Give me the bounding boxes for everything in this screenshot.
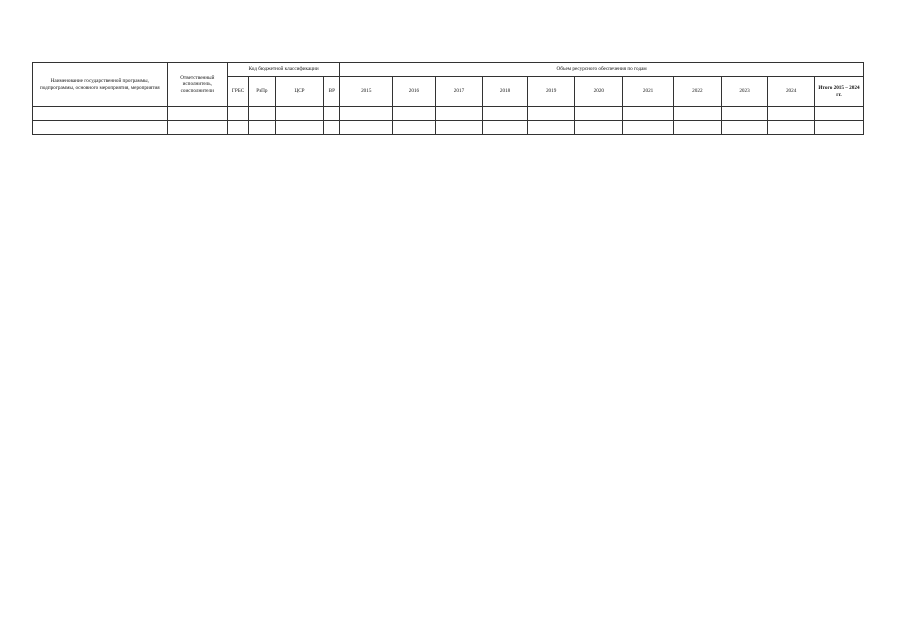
budget-code-group-header: Код бюджетной классификации (227, 63, 339, 77)
empty-cell (167, 121, 227, 135)
spacer-row (33, 107, 864, 121)
resource-table-page (32, 62, 864, 135)
empty-cell (340, 121, 393, 135)
year-header: 2017 (435, 77, 483, 107)
csr-header: ЦСР (275, 77, 324, 107)
total-header: Итого 2015 – 2024 гг. (814, 77, 863, 107)
empty-cell (768, 107, 815, 121)
empty-cell (249, 107, 275, 121)
empty-cell (227, 107, 248, 121)
grbs-header: ГРБС (227, 77, 248, 107)
empty-cell (393, 121, 435, 135)
empty-cell (527, 121, 575, 135)
empty-cell (674, 121, 722, 135)
empty-cell (721, 107, 768, 121)
vr-header: ВР (324, 77, 340, 107)
year-header: 2016 (393, 77, 435, 107)
empty-cell (324, 107, 340, 121)
year-header: 2018 (483, 77, 528, 107)
empty-cell (768, 121, 815, 135)
empty-cell (324, 121, 340, 135)
year-header: 2021 (623, 77, 674, 107)
name-column-header: Наименование государственной программы, подпрограммы, основного мероприятия, мероприятия (33, 63, 168, 107)
table-header (33, 63, 864, 107)
empty-cell (435, 121, 483, 135)
empty-cell (623, 121, 674, 135)
empty-cell (527, 107, 575, 121)
rzpr-header: РзПр (249, 77, 275, 107)
empty-cell (249, 121, 275, 135)
empty-cell (483, 107, 528, 121)
empty-cell (721, 121, 768, 135)
empty-cell (435, 107, 483, 121)
year-header: 2019 (527, 77, 575, 107)
responsible-column-header: Ответственный исполнитель, соисполнители (167, 63, 227, 107)
empty-cell (393, 107, 435, 121)
empty-cell (623, 107, 674, 121)
empty-cell (340, 107, 393, 121)
volume-group-header: Объем ресурсного обеспечения по годам (340, 63, 864, 77)
empty-cell (33, 107, 168, 121)
year-header: 2015 (340, 77, 393, 107)
empty-cell (227, 121, 248, 135)
empty-cell (483, 121, 528, 135)
empty-cell (275, 121, 324, 135)
empty-cell (575, 121, 623, 135)
empty-cell (33, 121, 168, 135)
year-header: 2023 (721, 77, 768, 107)
empty-cell (575, 107, 623, 121)
year-header: 2024 (768, 77, 815, 107)
spacer-row (33, 121, 864, 135)
empty-cell (167, 107, 227, 121)
table-body (33, 107, 864, 135)
year-header: 2022 (674, 77, 722, 107)
year-header: 2020 (575, 77, 623, 107)
empty-cell (814, 121, 863, 135)
empty-cell (275, 107, 324, 121)
empty-cell (674, 107, 722, 121)
empty-cell (814, 107, 863, 121)
resource-allocation-table (32, 62, 864, 135)
